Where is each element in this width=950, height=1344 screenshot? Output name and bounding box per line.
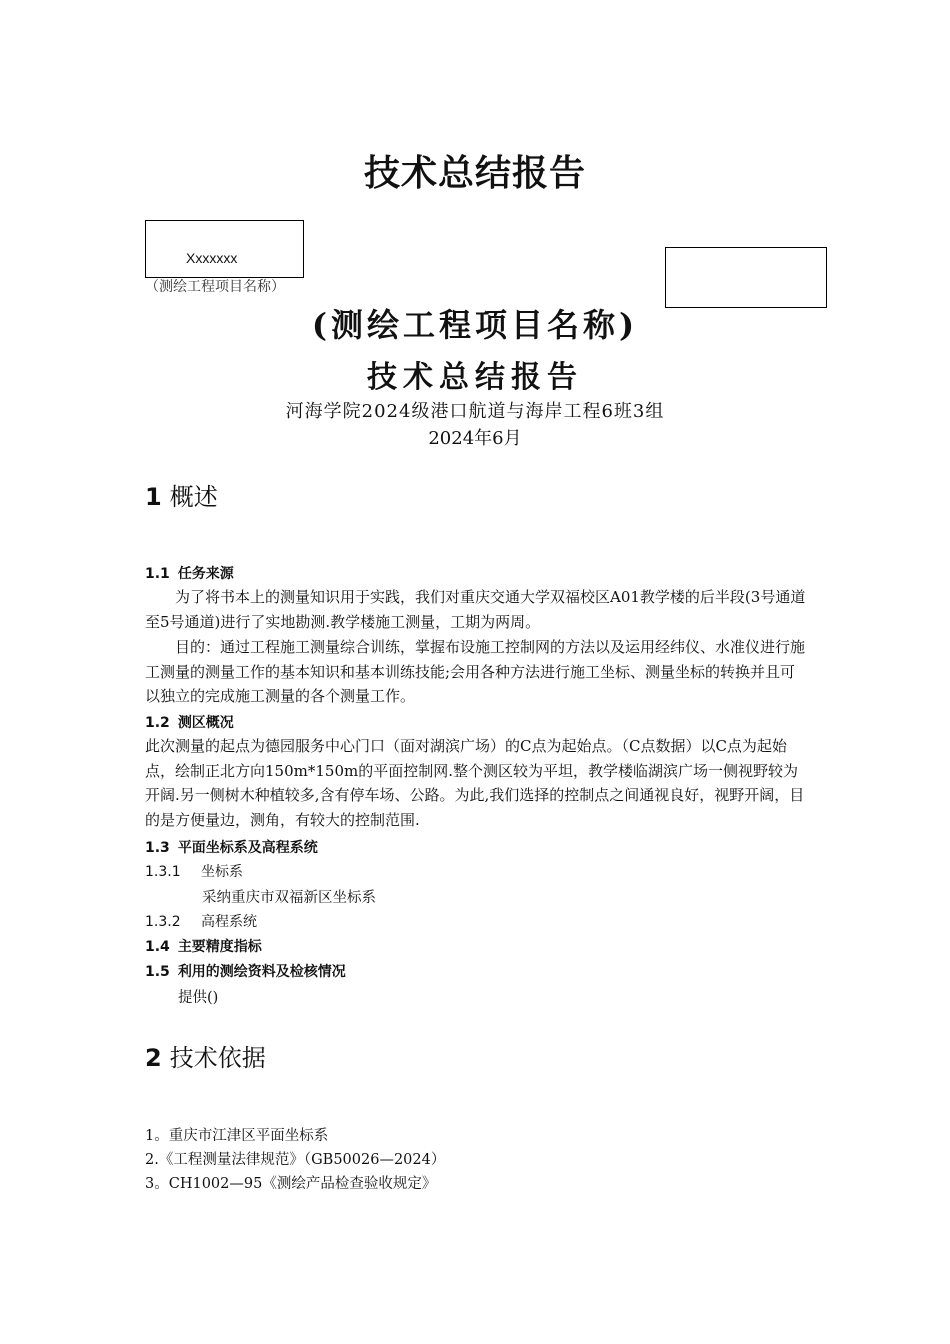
subsection-number: 1.3 bbox=[145, 840, 170, 856]
subsection-title: 主要精度指标 bbox=[177, 939, 262, 955]
project-name-placeholder: Xxxxxxx bbox=[186, 250, 238, 266]
report-subtitle: 技术总结报告 bbox=[367, 360, 583, 395]
section-1-heading bbox=[145, 477, 218, 512]
list-item: 1。重庆市江津区平面坐标系 bbox=[145, 1128, 329, 1144]
main-title: 技术总结报告 bbox=[363, 153, 586, 194]
subsection-1-3-heading bbox=[145, 837, 318, 857]
purpose-paragraph: 目的：通过工程施工测量综合训练，掌握布设施工控制网的方法以及运用经纬仪、水准仪进行施工测量的测量工作的基本知识和基本训练技能;会用各种方法进行施工坐标、测量坐标的转换并且可以独立的完成施工测量的各个测量工作。 bbox=[145, 638, 806, 705]
section-title: 技术依据 bbox=[169, 1044, 266, 1072]
subsection-number: 1.1 bbox=[145, 566, 170, 582]
coordinate-system-text: 采纳重庆市双福新区坐标系 bbox=[202, 890, 376, 906]
section-number: 1 bbox=[145, 483, 162, 511]
subsection-title: 平面坐标系及高程系统 bbox=[177, 840, 318, 856]
subsection-1-3-1-heading bbox=[145, 861, 243, 881]
section-title: 概述 bbox=[169, 483, 218, 511]
subsection-title: 高程系统 bbox=[201, 914, 257, 930]
subsection-number: 1.5 bbox=[145, 964, 170, 980]
list-item: 2.《工程测量法律规范》（GB50026—2024） bbox=[145, 1152, 446, 1168]
list-item: 3。CH1002—95《测绘产品检查验收规定》 bbox=[145, 1176, 437, 1192]
empty-box bbox=[665, 247, 827, 308]
subsection-number: 1.3.2 bbox=[145, 914, 181, 930]
subsection-number: 1.3.1 bbox=[145, 864, 181, 880]
subsection-1-4-heading bbox=[145, 936, 262, 956]
subsection-1-5-heading bbox=[145, 961, 346, 981]
subsection-1-2-heading bbox=[145, 712, 234, 732]
subsection-title: 利用的测绘资料及检核情况 bbox=[177, 964, 346, 980]
subsection-1-1-heading bbox=[145, 563, 234, 583]
subsection-title: 坐标系 bbox=[201, 864, 243, 880]
organization-line: 河海学院2024级港口航道与海岸工程6班3组 bbox=[285, 401, 665, 422]
survey-area-paragraph: 此次测量的起点为德园服务中心门口（面对湖滨广场）的C点为起始点。（C点数据）以C点为起始点，绘制正北方向150m*150m的平面控制网.整个测区较为平坦，教学楼临湖滨广场一侧视野较为开阔.另一侧树木种植较多,含有停车场、公路。为此,我们选择的控制点之间通视良好，视野开阔，目的是方便量边，测角，有较大的控制范围. bbox=[145, 737, 805, 829]
subsection-title: 测区概况 bbox=[177, 715, 234, 731]
section-number: 2 bbox=[145, 1044, 162, 1072]
subsection-number: 1.4 bbox=[145, 939, 170, 955]
project-subtitle: (测绘工程项目名称) bbox=[311, 306, 639, 344]
project-name-box bbox=[145, 220, 304, 278]
subsection-1-3-2-heading bbox=[145, 911, 257, 931]
task-source-paragraph: 为了将书本上的测量知识用于实践，我们对重庆交通大学双福校区A01教学楼的后半段(3号通道至5号通道)进行了实地勘测.教学楼施工测量，工期为两周。 bbox=[145, 588, 806, 631]
subsection-number: 1.2 bbox=[145, 715, 170, 731]
section-2-heading bbox=[145, 1038, 266, 1073]
date-line: 2024年6月 bbox=[428, 428, 522, 449]
materials-text: 提供() bbox=[178, 990, 219, 1006]
subsection-title: 任务来源 bbox=[177, 566, 234, 582]
project-name-caption: （测绘工程项目名称） bbox=[145, 279, 285, 295]
